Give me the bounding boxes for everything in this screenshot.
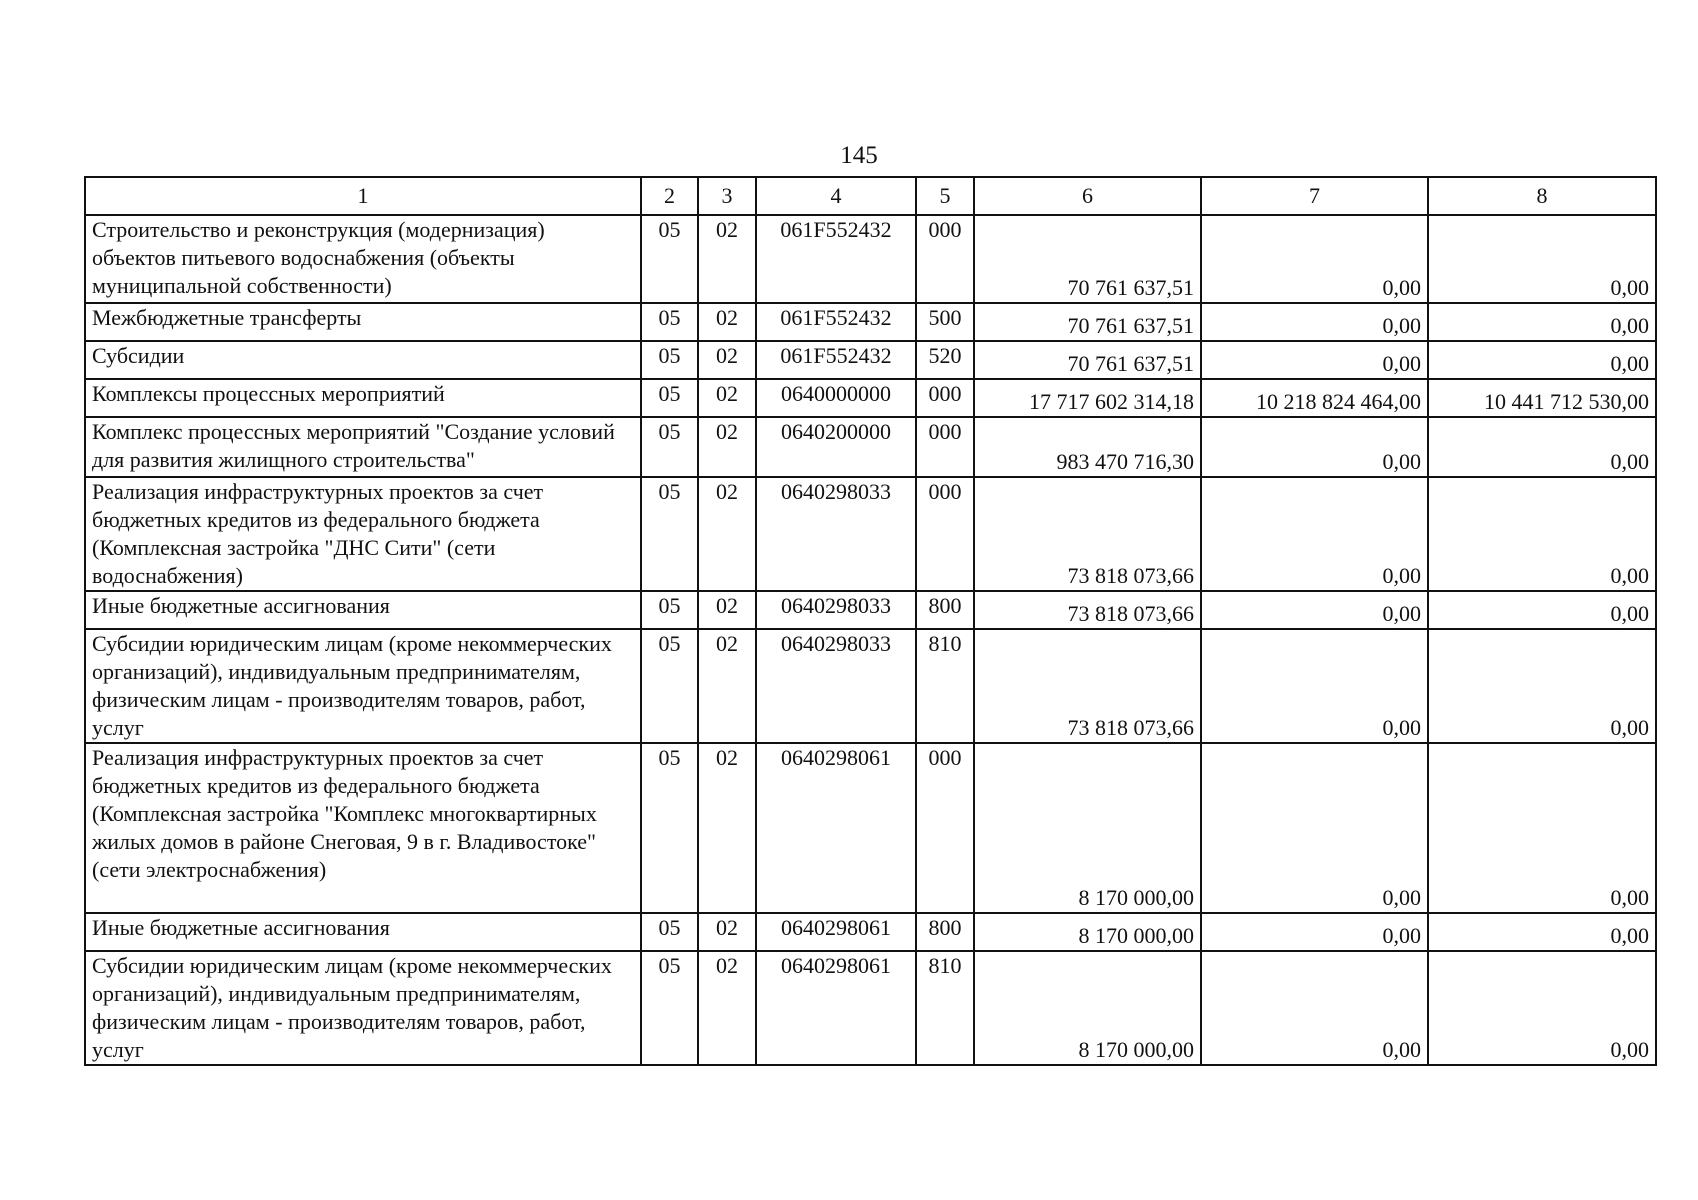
subsection-code: 02 — [698, 477, 756, 591]
row-name: Реализация инфраструктурных проектов за счет бюджетных кредитов из федерального бюджета (Комплексная застройка "Комплекс многоквартирных жилых домов в районе Снеговая, 9 в г. Владивостоке" (сети электроснабжения) — [85, 743, 641, 913]
column-header-8: 8 — [1428, 177, 1656, 215]
target-article-code: 0640298033 — [756, 591, 916, 629]
section-code: 05 — [641, 913, 698, 951]
target-article-code: 061F552432 — [756, 303, 916, 341]
row-name: Комплексы процессных мероприятий — [85, 379, 641, 417]
table-row — [85, 341, 1656, 379]
amount-col7: 0,00 — [1201, 477, 1428, 591]
target-article-code: 0640298061 — [756, 743, 916, 913]
amount-col8: 0,00 — [1428, 341, 1656, 379]
amount-col7: 0,00 — [1201, 743, 1428, 913]
subsection-code: 02 — [698, 591, 756, 629]
section-code: 05 — [641, 303, 698, 341]
page-number: 145 — [840, 142, 878, 169]
column-header-5: 5 — [916, 177, 974, 215]
expense-type-code: 000 — [916, 215, 974, 303]
expense-type-code: 810 — [916, 951, 974, 1065]
expense-type-code: 000 — [916, 379, 974, 417]
section-code: 05 — [641, 629, 698, 743]
amount-col6: 73 818 073,66 — [974, 591, 1201, 629]
row-name: Реализация инфраструктурных проектов за счет бюджетных кредитов из федерального бюджета (Комплексная застройка "ДНС Сити" (сети водоснабжения) — [85, 477, 641, 591]
target-article-code: 0640000000 — [756, 379, 916, 417]
amount-col8: 0,00 — [1428, 303, 1656, 341]
row-name: Иные бюджетные ассигнования — [85, 591, 641, 629]
section-code: 05 — [641, 951, 698, 1065]
amount-col8: 0,00 — [1428, 215, 1656, 303]
table-row — [85, 743, 1656, 913]
expense-type-code: 000 — [916, 743, 974, 913]
expense-type-code: 000 — [916, 417, 974, 477]
table-row — [85, 379, 1656, 417]
subsection-code: 02 — [698, 417, 756, 477]
row-name: Субсидии юридическим лицам (кроме некоммерческих организаций), индивидуальным предпринимателям, физическим лицам - производителям товаров, работ, услуг — [85, 629, 641, 743]
amount-col6: 73 818 073,66 — [974, 629, 1201, 743]
row-name: Субсидии — [85, 341, 641, 379]
table-row — [85, 591, 1656, 629]
row-name: Комплекс процессных мероприятий "Создание условий для развития жилищного строительства" — [85, 417, 641, 477]
amount-col6: 70 761 637,51 — [974, 215, 1201, 303]
amount-col8: 10 441 712 530,00 — [1428, 379, 1656, 417]
amount-col7: 0,00 — [1201, 341, 1428, 379]
row-name: Иные бюджетные ассигнования — [85, 913, 641, 951]
section-code: 05 — [641, 215, 698, 303]
expense-type-code: 500 — [916, 303, 974, 341]
header-row — [85, 177, 1656, 215]
subsection-code: 02 — [698, 303, 756, 341]
amount-col7: 0,00 — [1201, 215, 1428, 303]
amount-col8: 0,00 — [1428, 477, 1656, 591]
target-article-code: 0640298033 — [756, 477, 916, 591]
table-row — [85, 417, 1656, 477]
subsection-code: 02 — [698, 629, 756, 743]
target-article-code: 0640200000 — [756, 417, 916, 477]
amount-col6: 73 818 073,66 — [974, 477, 1201, 591]
table-row — [85, 951, 1656, 1065]
target-article-code: 0640298033 — [756, 629, 916, 743]
table-row — [85, 215, 1656, 303]
target-article-code: 0640298061 — [756, 913, 916, 951]
expense-type-code: 520 — [916, 341, 974, 379]
amount-col6: 17 717 602 314,18 — [974, 379, 1201, 417]
amount-col7: 0,00 — [1201, 303, 1428, 341]
amount-col7: 0,00 — [1201, 629, 1428, 743]
amount-col7: 0,00 — [1201, 591, 1428, 629]
amount-col6: 8 170 000,00 — [974, 743, 1201, 913]
section-code: 05 — [641, 743, 698, 913]
amount-col6: 70 761 637,51 — [974, 303, 1201, 341]
amount-col8: 0,00 — [1428, 629, 1656, 743]
target-article-code: 061F552432 — [756, 215, 916, 303]
column-header-4: 4 — [756, 177, 916, 215]
amount-col8: 0,00 — [1428, 951, 1656, 1065]
amount-col8: 0,00 — [1428, 913, 1656, 951]
row-name: Строительство и реконструкция (модернизация) объектов питьевого водоснабжения (объекты муниципальной собственности) — [85, 215, 641, 303]
expense-type-code: 810 — [916, 629, 974, 743]
subsection-code: 02 — [698, 379, 756, 417]
section-code: 05 — [641, 477, 698, 591]
expense-type-code: 000 — [916, 477, 974, 591]
amount-col7: 0,00 — [1201, 951, 1428, 1065]
column-header-1: 1 — [85, 177, 641, 215]
amount-col6: 8 170 000,00 — [974, 913, 1201, 951]
target-article-code: 0640298061 — [756, 951, 916, 1065]
target-article-code: 061F552432 — [756, 341, 916, 379]
amount-col7: 0,00 — [1201, 417, 1428, 477]
column-header-2: 2 — [641, 177, 698, 215]
amount-col8: 0,00 — [1428, 743, 1656, 913]
column-header-6: 6 — [974, 177, 1201, 215]
row-name: Субсидии юридическим лицам (кроме некоммерческих организаций), индивидуальным предпринимателям, физическим лицам - производителям товаров, работ, услуг — [85, 951, 641, 1065]
table-row — [85, 477, 1656, 591]
amount-col8: 0,00 — [1428, 417, 1656, 477]
subsection-code: 02 — [698, 341, 756, 379]
amount-col7: 0,00 — [1201, 913, 1428, 951]
section-code: 05 — [641, 379, 698, 417]
subsection-code: 02 — [698, 951, 756, 1065]
expense-type-code: 800 — [916, 913, 974, 951]
table-row — [85, 303, 1656, 341]
subsection-code: 02 — [698, 215, 756, 303]
table-row — [85, 629, 1656, 743]
amount-col6: 70 761 637,51 — [974, 341, 1201, 379]
table-row — [85, 913, 1656, 951]
section-code: 05 — [641, 341, 698, 379]
expense-type-code: 800 — [916, 591, 974, 629]
section-code: 05 — [641, 591, 698, 629]
subsection-code: 02 — [698, 743, 756, 913]
column-header-3: 3 — [698, 177, 756, 215]
column-header-7: 7 — [1201, 177, 1428, 215]
row-name: Межбюджетные трансферты — [85, 303, 641, 341]
amount-col8: 0,00 — [1428, 591, 1656, 629]
amount-col6: 983 470 716,30 — [974, 417, 1201, 477]
amount-col6: 8 170 000,00 — [974, 951, 1201, 1065]
subsection-code: 02 — [698, 913, 756, 951]
section-code: 05 — [641, 417, 698, 477]
budget-table — [84, 176, 1657, 1066]
amount-col7: 10 218 824 464,00 — [1201, 379, 1428, 417]
